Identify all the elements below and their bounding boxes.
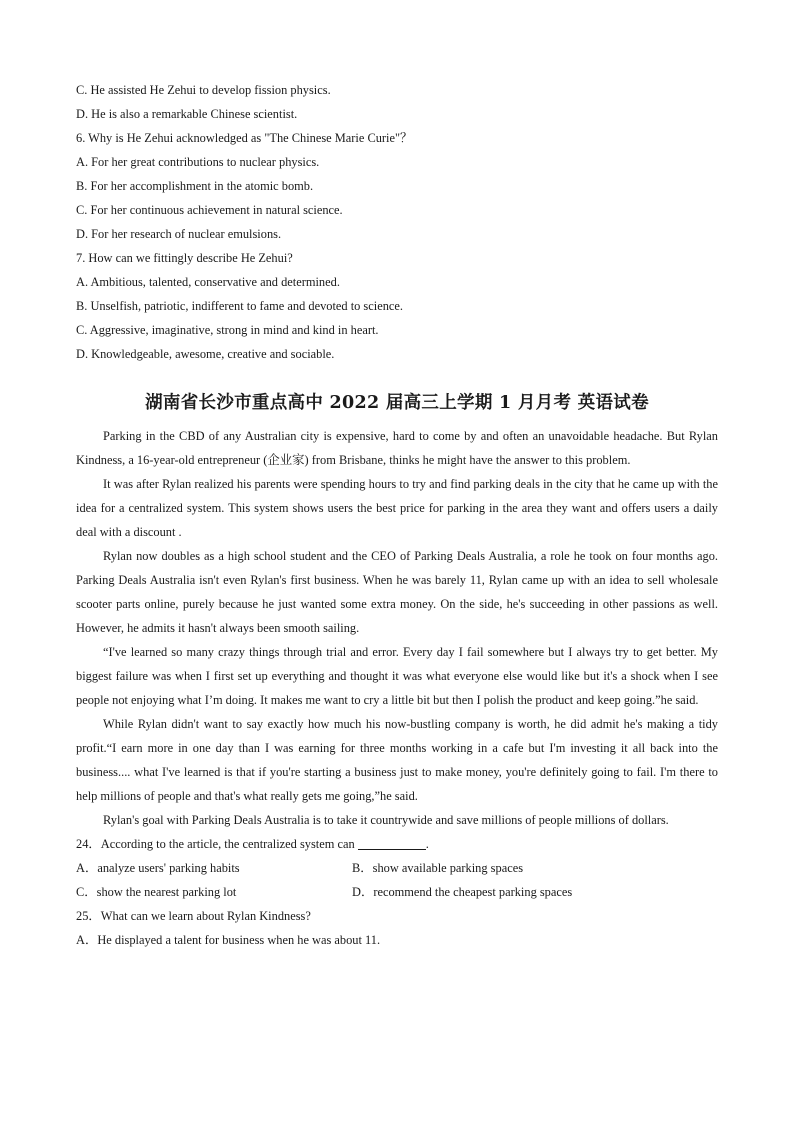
question-7 [76, 246, 718, 366]
q6-option-d: D. For her research of nuclear emulsions. [76, 227, 282, 241]
q7-option-a: A. Ambitious, talented, conservative and determined. [76, 275, 340, 289]
q7-option-d: D. Knowledgeable, awesome, creative and sociable. [76, 347, 335, 361]
q7-stem: 7. How can we fittingly describe He Zehui? [76, 251, 293, 265]
section-title: 湖南省长沙市重点高中 2022 届高三上学期 1 月月考 英语试卷 [145, 393, 649, 413]
exam-page [76, 78, 718, 952]
q24-options-row-1 [76, 856, 718, 880]
passage-paragraph: Parking in the CBD of any Australian city is expensive, hard to come by and often an unavoidable headache. But Rylan Kindness, a 16-year-old entrepreneur (企业家) from Brisbane, thinks he might have the answer to this problem. [76, 429, 718, 467]
q24-option-d: D．recommend the cheapest parking spaces [352, 885, 573, 899]
q24-options-row-2 [76, 880, 718, 904]
question-6 [76, 126, 718, 246]
q7-option-c: C. Aggressive, imaginative, strong in mind and kind in heart. [76, 323, 379, 337]
q24-stem-end: . [425, 837, 429, 851]
q5-option-d: D. He is also a remarkable Chinese scientist. [76, 107, 298, 121]
q6-option-c: C. For her continuous achievement in natural science. [76, 203, 343, 217]
q24-stem [76, 832, 718, 856]
q24-option-a: A．analyze users' parking habits [76, 861, 240, 875]
q6-option-a: A. For her great contributions to nuclear physics. [76, 155, 320, 169]
answer-blank [358, 835, 426, 850]
q24-stem-text: 24．According to the article, the centralized system can [76, 837, 355, 851]
question-25 [76, 904, 718, 952]
passage-paragraph: Rylan's goal with Parking Deals Australia is to take it countrywide and save millions of people millions of dollars. [103, 813, 669, 827]
passage-paragraph: “I've learned so many crazy things through trial and error. Every day I fail somewhere but I always try to get better. My biggest failure was when I first set up everything and thought it was what everyone else would like but it's a shock when I see people not enjoying what I’m doing. It makes me want to cry a little bit but then I polish the product and keep going.”he said. [76, 645, 718, 707]
question-24 [76, 832, 718, 904]
passage-paragraph: While Rylan didn't want to say exactly how much his now-bustling company is worth, he did admit he's making a tidy profit.“I earn more in one day than I was earning for three months working in a cafe but I'm investing it all back into the business.... what I've learned is that if you're starting a business just to make money, you're definitely going to fail. I'm there to help millions of people and that's what really gets me going,”he said. [76, 717, 718, 803]
q25-option-a: A．He displayed a talent for business when he was about 11. [76, 933, 381, 947]
q5-option-c: C. He assisted He Zehui to develop fission physics. [76, 83, 331, 97]
q24-option-b: B．show available parking spaces [352, 861, 524, 875]
passage-paragraph: Rylan now doubles as a high school student and the CEO of Parking Deals Australia, a role he took on four months ago. Parking Deals Australia isn't even Rylan's first business. When he was barely 11, Rylan came up with an idea to sell wholesale scooter parts online, purely because he just wanted some extra money. On the side, he's succeeding in other passions as well. However, he admits it hasn't always been smooth sailing. [76, 549, 718, 635]
reading-passage [76, 424, 718, 832]
q5-continuation [76, 78, 718, 126]
q6-stem: 6. Why is He Zehui acknowledged as "The Chinese Marie Curie"？ [76, 131, 413, 145]
passage-paragraph: It was after Rylan realized his parents were spending hours to try and find parking deals in the city that he came up with the idea for a centralized system. This system shows users the best price for parking in the area they want and offers users a daily deal with a discount . [76, 477, 718, 539]
q6-option-b: B. For her accomplishment in the atomic bomb. [76, 179, 314, 193]
q24-option-c: C．show the nearest parking lot [76, 885, 237, 899]
q25-stem: 25．What can we learn about Rylan Kindness? [76, 909, 311, 923]
q7-option-b: B. Unselfish, patriotic, indifferent to fame and devoted to science. [76, 299, 403, 313]
